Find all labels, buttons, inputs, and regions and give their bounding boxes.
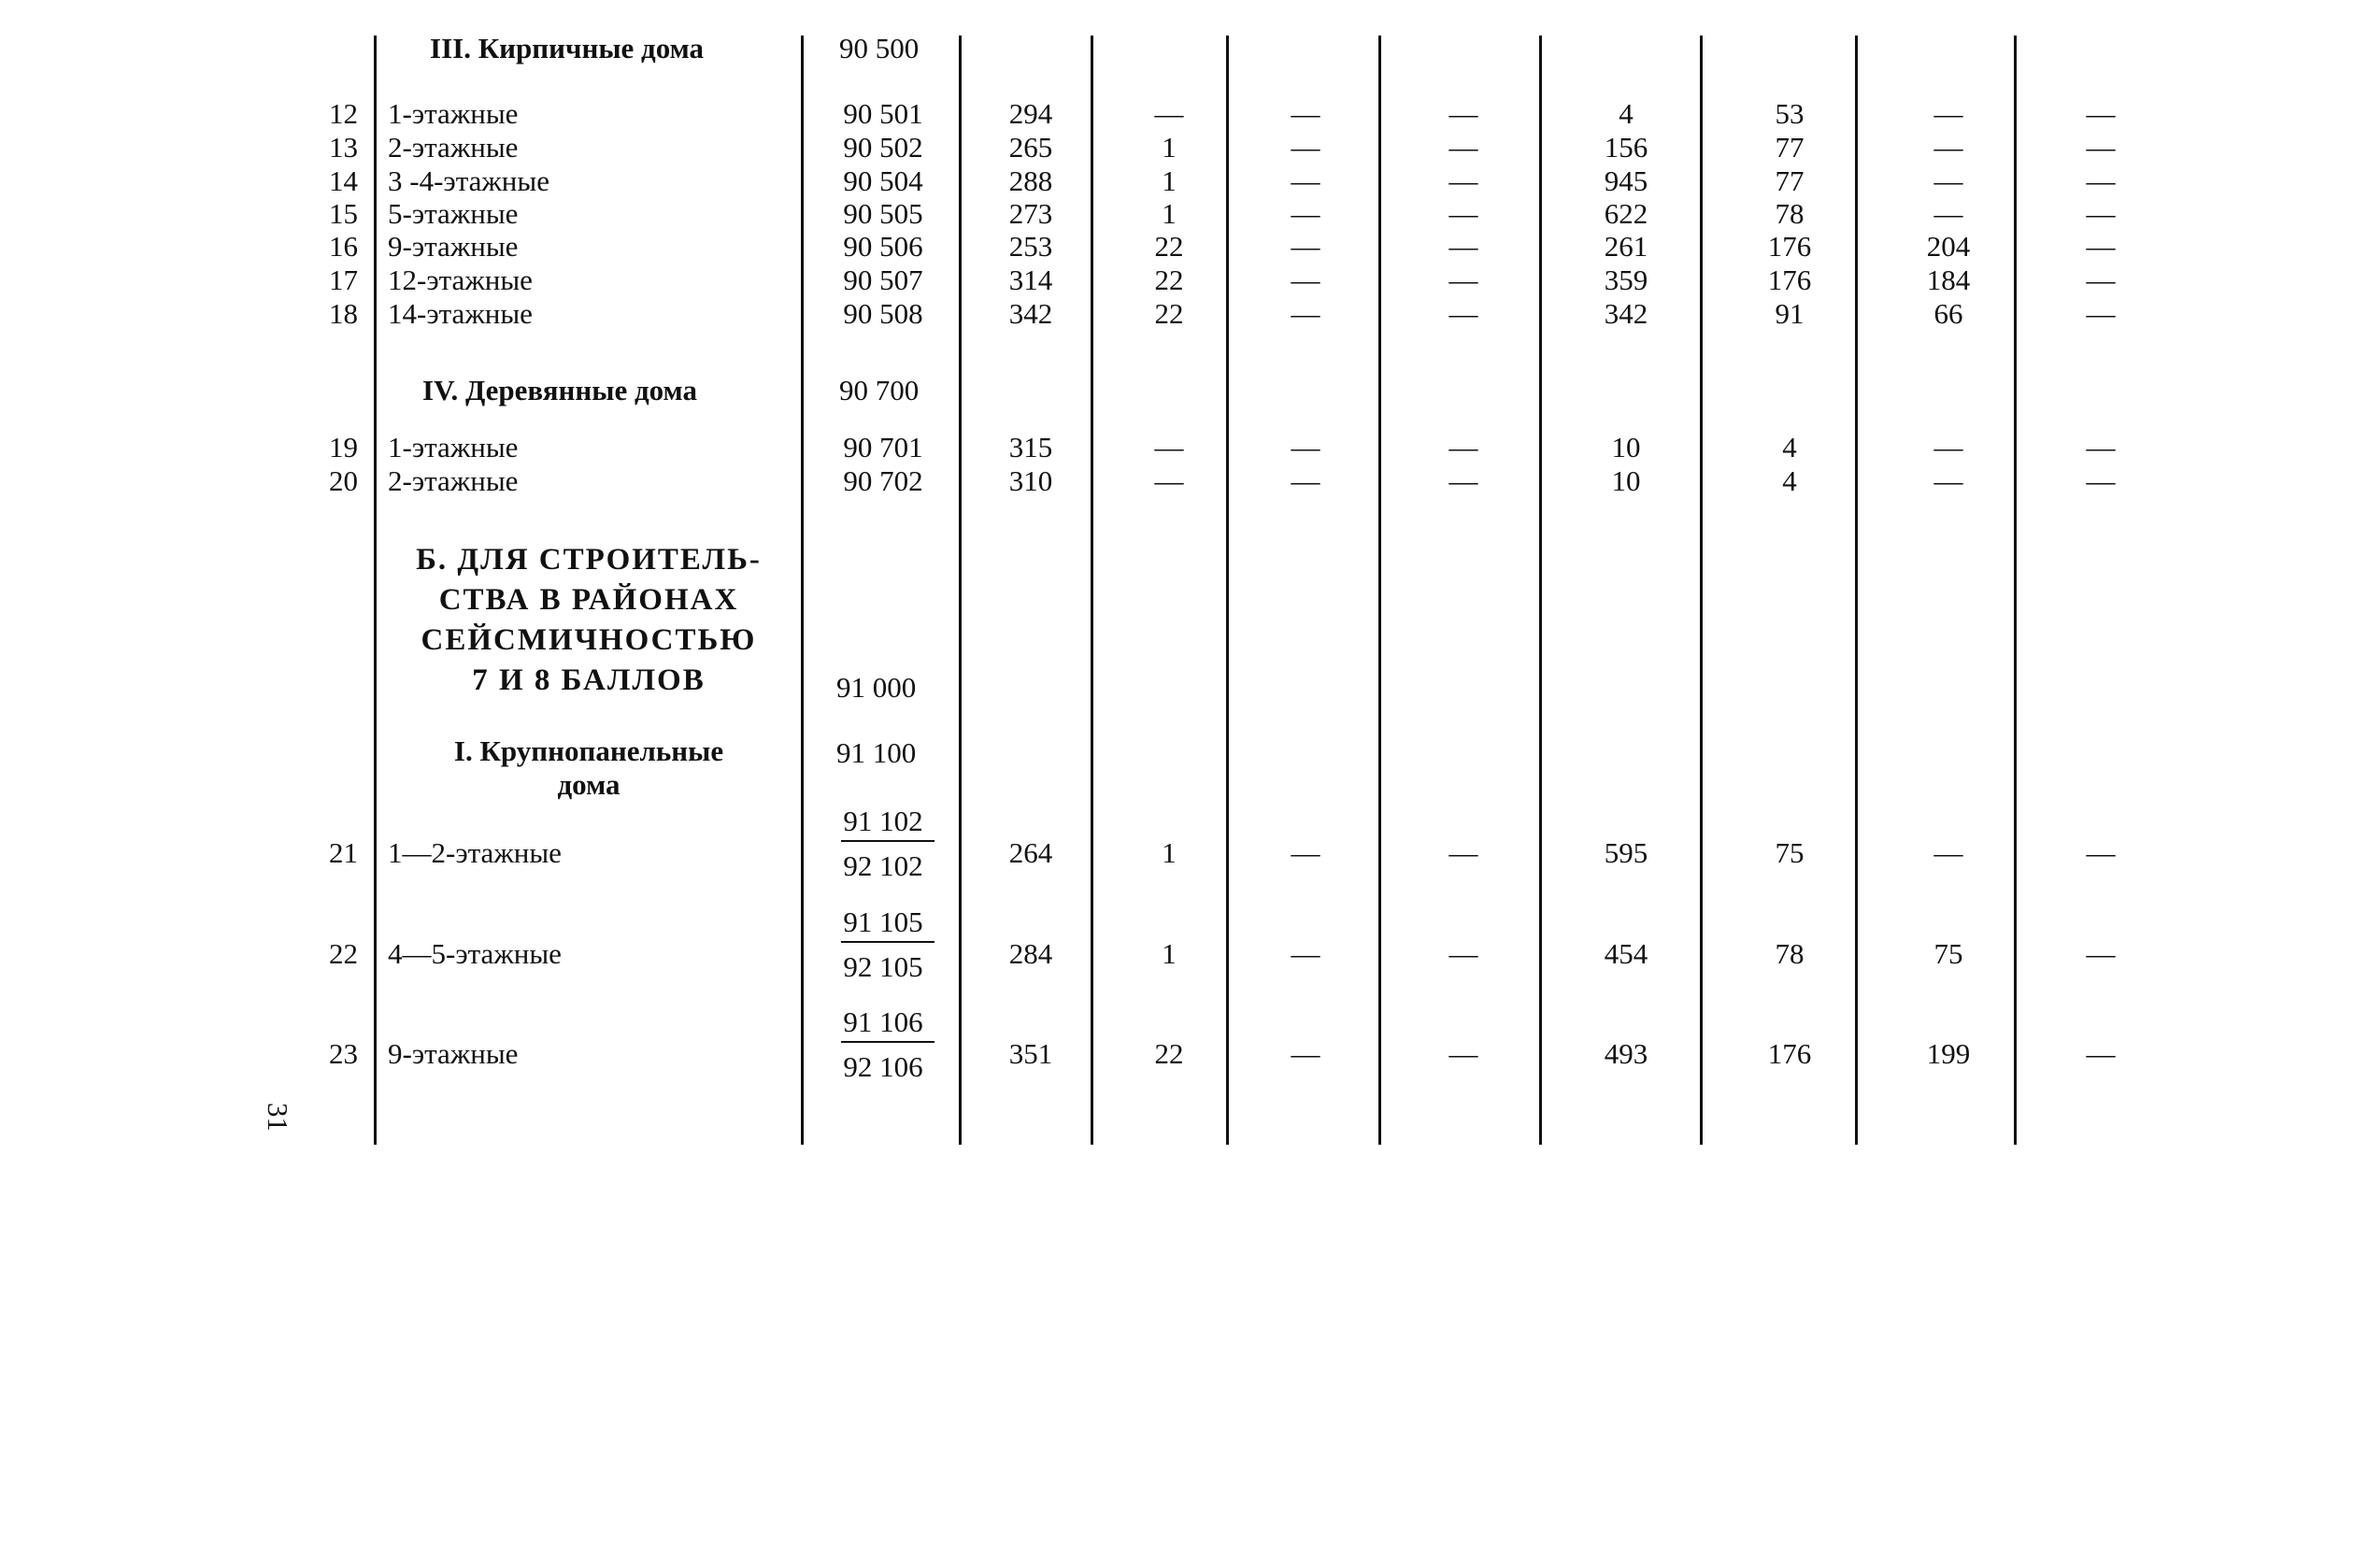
table-cell: 78: [1775, 937, 1805, 970]
table-cell: —: [1933, 836, 1963, 869]
section-code-panel: 91 100: [836, 736, 917, 769]
row-name: 2-этажные: [388, 464, 519, 497]
table-cell: —: [1448, 431, 1478, 463]
table-cell: 310: [1008, 464, 1053, 497]
fraction-rule: [841, 840, 934, 842]
table-cell: —: [1291, 836, 1320, 869]
table-cell: 342: [1008, 297, 1053, 330]
table-cell: 66: [1933, 297, 1963, 330]
row-name: 1—2-этажные: [388, 836, 562, 869]
table-cell: 1: [1162, 131, 1177, 164]
table-cell: —: [1448, 1037, 1478, 1070]
table-cell: 4: [1619, 97, 1634, 130]
table-cell: 22: [1154, 264, 1184, 296]
table-cell: 351: [1008, 1037, 1053, 1070]
table-cell: 22: [1154, 297, 1184, 330]
table-cell: 454: [1604, 937, 1648, 970]
row-name: 1-этажные: [388, 431, 519, 463]
table-cell: 156: [1604, 131, 1648, 164]
table-cell: —: [1291, 297, 1320, 330]
table-cell: —: [2086, 230, 2116, 263]
column-rule: [1378, 36, 1381, 1145]
table-cell: 342: [1604, 297, 1648, 330]
row-number: 20: [329, 464, 358, 497]
row-name: 9-этажные: [388, 230, 519, 263]
table-cell: 78: [1775, 197, 1805, 230]
table-cell: —: [1154, 431, 1184, 463]
table-cell: —: [2086, 264, 2116, 296]
table-cell: 204: [1926, 230, 1971, 263]
row-number: 17: [329, 264, 358, 296]
table-cell: —: [1933, 131, 1963, 164]
table-cell: —: [2086, 836, 2116, 869]
section-code-wood: 90 700: [839, 374, 920, 406]
table-cell: —: [2086, 131, 2116, 164]
row-code: 90 508: [843, 297, 923, 330]
table-cell: 284: [1008, 937, 1053, 970]
column-rule: [801, 36, 804, 1145]
table-cell: 264: [1008, 836, 1053, 869]
row-code: 90 501: [843, 97, 923, 130]
column-rule: [1700, 36, 1703, 1145]
table-cell: 184: [1926, 264, 1971, 296]
row-number: 21: [329, 836, 358, 869]
section-title-panel: [402, 734, 776, 802]
row-name: 4—5-этажные: [388, 937, 562, 970]
table-cell: 1: [1162, 164, 1177, 197]
row-number: 12: [329, 97, 358, 130]
table-cell: —: [1291, 197, 1320, 230]
row-number: 15: [329, 197, 358, 230]
table-cell: 22: [1154, 230, 1184, 263]
table-cell: 75: [1775, 836, 1805, 869]
table-cell: —: [2086, 197, 2116, 230]
row-code: 90 506: [843, 230, 923, 263]
table-cell: —: [1291, 464, 1320, 497]
table-cell: —: [1448, 131, 1478, 164]
seismic-title-line: 7 И 8 БАЛЛОВ: [472, 663, 706, 697]
table-cell: 261: [1604, 230, 1648, 263]
row-number: 16: [329, 230, 358, 263]
page-number: 31: [262, 1103, 294, 1132]
table-cell: 75: [1933, 937, 1963, 970]
table-cell: 10: [1611, 431, 1641, 463]
row-name: 12-этажные: [388, 264, 533, 296]
table-cell: 253: [1008, 230, 1053, 263]
table-cell: 91: [1775, 297, 1805, 330]
fraction-rule: [841, 1041, 934, 1043]
table-cell: 1: [1162, 937, 1177, 970]
column-rule: [1539, 36, 1542, 1145]
row-code: 90 701: [843, 431, 923, 463]
table-cell: —: [1933, 164, 1963, 197]
column-rule: [374, 36, 377, 1145]
column-rule: [1855, 36, 1858, 1145]
table-cell: 4: [1782, 431, 1797, 463]
column-rule: [2014, 36, 2017, 1145]
row-code: 90 702: [843, 464, 923, 497]
table-cell: 315: [1008, 431, 1053, 463]
table-cell: 493: [1604, 1037, 1648, 1070]
table-cell: —: [1933, 197, 1963, 230]
table-cell: —: [1448, 836, 1478, 869]
table-cell: —: [1291, 131, 1320, 164]
table-cell: —: [1448, 97, 1478, 130]
table-cell: —: [1291, 230, 1320, 263]
table-cell: —: [1448, 297, 1478, 330]
table-cell: —: [1933, 431, 1963, 463]
row-code-bottom: 92 102: [843, 849, 923, 882]
column-rule: [1226, 36, 1229, 1145]
row-number: 22: [329, 937, 358, 970]
table-cell: 622: [1604, 197, 1648, 230]
row-code-top: 91 106: [843, 1005, 923, 1038]
table-cell: —: [1448, 230, 1478, 263]
table-cell: —: [2086, 431, 2116, 463]
table-cell: —: [1448, 264, 1478, 296]
row-code-bottom: 92 105: [843, 950, 923, 983]
column-rule: [959, 36, 962, 1145]
section-title-brick: III. Кирпичные дома: [430, 32, 705, 64]
table-cell: —: [2086, 164, 2116, 197]
panel-title-line: дома: [557, 768, 621, 801]
table-cell: 945: [1604, 164, 1648, 197]
table-cell: 288: [1008, 164, 1053, 197]
table-cell: 53: [1775, 97, 1805, 130]
row-number: 14: [329, 164, 358, 197]
section-code-brick: 90 500: [839, 32, 920, 64]
row-code-bottom: 92 106: [843, 1050, 923, 1083]
table-cell: 314: [1008, 264, 1053, 296]
row-code: 90 505: [843, 197, 923, 230]
table-cell: —: [1448, 464, 1478, 497]
row-name: 14-этажные: [388, 297, 533, 330]
table-cell: 294: [1008, 97, 1053, 130]
table-cell: —: [1154, 97, 1184, 130]
table-cell: —: [2086, 937, 2116, 970]
column-rule: [1091, 36, 1093, 1145]
row-number: 19: [329, 431, 358, 463]
table-cell: 22: [1154, 1037, 1184, 1070]
table-cell: —: [1291, 264, 1320, 296]
table-cell: 10: [1611, 464, 1641, 497]
table-cell: 199: [1926, 1037, 1971, 1070]
seismic-title-line: СТВА В РАЙОНАХ: [438, 583, 739, 617]
table-cell: —: [1291, 97, 1320, 130]
table-cell: 4: [1782, 464, 1797, 497]
table-cell: —: [1448, 197, 1478, 230]
table-cell: 359: [1604, 264, 1648, 296]
table-cell: 176: [1767, 264, 1812, 296]
table-cell: 176: [1767, 230, 1812, 263]
row-number: 23: [329, 1037, 358, 1070]
row-name: 1-этажные: [388, 97, 519, 130]
table-cell: 176: [1767, 1037, 1812, 1070]
table-cell: —: [1291, 164, 1320, 197]
table-cell: —: [1291, 937, 1320, 970]
row-code-top: 91 102: [843, 805, 923, 837]
section-title-wood: IV. Деревянные дома: [422, 374, 697, 406]
row-name: 2-этажные: [388, 131, 519, 164]
row-name: 5-этажные: [388, 197, 519, 230]
seismic-title-line: Б. ДЛЯ СТРОИТЕЛЬ-: [416, 543, 762, 577]
table-cell: —: [1291, 431, 1320, 463]
row-name: 3 -4-этажные: [388, 164, 549, 197]
table-cell: —: [1933, 97, 1963, 130]
table-cell: —: [1291, 1037, 1320, 1070]
section-title-seismic: [392, 540, 785, 701]
table-cell: —: [1154, 464, 1184, 497]
table-cell: —: [2086, 1037, 2116, 1070]
table-cell: 273: [1008, 197, 1053, 230]
table-cell: —: [2086, 464, 2116, 497]
table-cell: —: [2086, 97, 2116, 130]
table-cell: 1: [1162, 197, 1177, 230]
row-code: 90 502: [843, 131, 923, 164]
table-cell: 1: [1162, 836, 1177, 869]
row-name: 9-этажные: [388, 1037, 519, 1070]
section-code-seismic: 91 000: [836, 671, 917, 704]
table-cell: —: [1448, 937, 1478, 970]
row-code: 90 504: [843, 164, 923, 197]
row-code-top: 91 105: [843, 905, 923, 938]
panel-title-line: I. Крупнопанельные: [453, 734, 724, 767]
fraction-rule: [841, 941, 934, 943]
table-cell: 595: [1604, 836, 1648, 869]
row-number: 18: [329, 297, 358, 330]
table-cell: 77: [1775, 131, 1805, 164]
row-number: 13: [329, 131, 358, 164]
table-cell: —: [1933, 464, 1963, 497]
table-cell: —: [1448, 164, 1478, 197]
row-code: 90 507: [843, 264, 923, 296]
seismic-title-line: СЕЙСМИЧНОСТЬЮ: [421, 623, 757, 657]
table-cell: —: [2086, 297, 2116, 330]
table-cell: 77: [1775, 164, 1805, 197]
table-cell: 265: [1008, 131, 1053, 164]
